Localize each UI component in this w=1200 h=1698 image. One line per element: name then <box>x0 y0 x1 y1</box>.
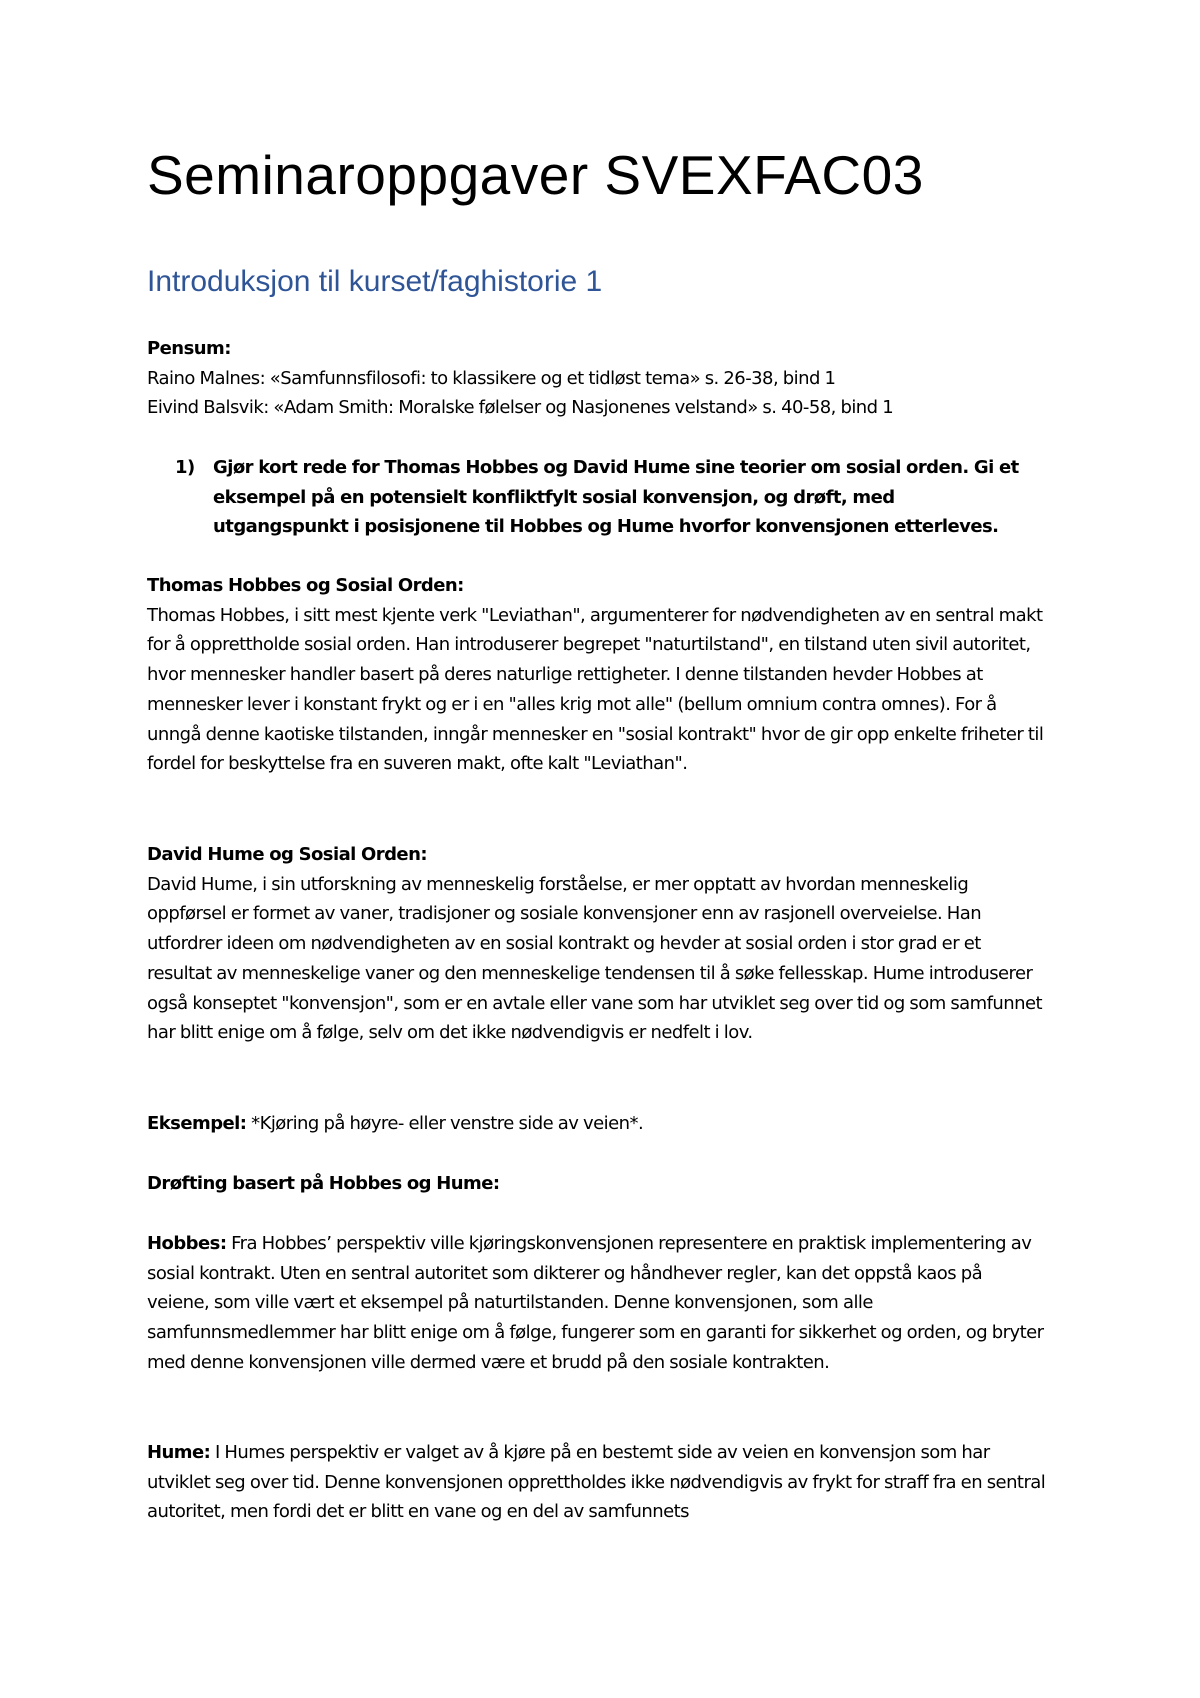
hume-section <box>147 840 1047 1048</box>
example-label: Eksempel: <box>147 1113 247 1134</box>
discussion-hume-text: I Humes perspektiv er valget av å kjøre på en bestemt side av veien en konvensjon som har utviklet seg over tid. Denne konvensjonen opprettholdes ikke nødvendigvis av frykt for straff fra en sentral autoritet, men fordi det er blitt en vane og en del av samfunnets <box>147 1442 1046 1523</box>
pensum-block <box>147 334 1047 423</box>
discussion-heading-block <box>147 1169 1047 1199</box>
discussion-hume-label: Hume: <box>147 1442 211 1463</box>
example-text: *Kjøring på høyre- eller venstre side av veien*. <box>246 1113 644 1134</box>
hobbes-heading: Thomas Hobbes og Sosial Orden: <box>147 575 464 596</box>
discussion-hobbes-label: Hobbes: <box>147 1233 227 1254</box>
hobbes-section <box>147 571 1047 779</box>
question-number: 1) <box>175 457 195 478</box>
document-title: Seminaroppgaver SVEXFAC03 <box>147 144 924 206</box>
question-text: Gjør kort rede for Thomas Hobbes og David Hume sine teorier om sosial orden. Gi et eksempel på en potensielt konfliktfylt sosial konvensjon, og drøft, med utgangspunkt i posisjonene til Hobbes og Hume hvorfor konvensjonen etterleves. <box>213 457 1019 538</box>
pensum-item-1: Raino Malnes: «Samfunnsfilosofi: to klassikere og et tidløst tema» s. 26-38, bind 1 <box>147 367 836 389</box>
question-item <box>175 453 1035 542</box>
section-heading: Introduksjon til kurset/faghistorie 1 <box>147 265 603 298</box>
pensum-label: Pensum: <box>147 338 231 359</box>
discussion-hobbes-text: Fra Hobbes’ perspektiv ville kjøringskonvensjonen representere en praktisk implementering av sosial kontrakt. Uten en sentral autoritet som dikterer og håndhever regler, kan det oppstå kaos på veiene, som ville vært et eksempel på naturtilstanden. Denne konvensjonen, som alle samfunnsmedlemmer har blitt enige om å følge, fungerer som en garanti for sikkerhet og orden, og bryter med denne konvensjonen ville dermed være et brudd på den sosiale kontrakten. <box>147 1233 1044 1373</box>
hume-paragraph: David Hume, i sin utforskning av menneskelig forståelse, er mer opptatt av hvordan menneskelig oppførsel er formet av vaner, tradisjoner og sosiale konvensjoner enn av rasjonell overveielse. Han utfordrer ideen om nødvendigheten av en sosial kontrakt og hevder at sosial orden i stor grad er et resultat av menneskelige vaner og den menneskelige tendensen til å søke fellesskap. Hume introduserer også konseptet "konvensjon", som er en avtale eller vane som har utviklet seg over tid og som samfunnet har blitt enige om å følge, selv om det ikke nødvendigvis er nedfelt i lov. <box>147 873 1043 1044</box>
hume-heading: David Hume og Sosial Orden: <box>147 844 428 865</box>
discussion-hobbes <box>147 1229 1047 1378</box>
pensum-item-2: Eivind Balsvik: «Adam Smith: Moralske følelser og Nasjonenes velstand» s. 40-58, bind 1 <box>147 397 894 419</box>
discussion-heading: Drøfting basert på Hobbes og Hume: <box>147 1173 500 1194</box>
example-line <box>147 1109 1047 1139</box>
discussion-hume <box>147 1438 1047 1527</box>
hobbes-paragraph: Thomas Hobbes, i sitt mest kjente verk "Leviathan", argumenterer for nødvendigheten av en sentral makt for å opprettholde sosial orden. Han introduserer begrepet "naturtilstand", en tilstand uten sivil autoritet, hvor mennesker handler basert på deres naturlige rettigheter. I denne tilstanden hevder Hobbes at mennesker lever i konstant frykt og er i en "alles krig mot alle" (bellum omnium contra omnes). For å unngå denne kaotiske tilstanden, inngår mennesker en "sosial kontrakt" hvor de gir opp enkelte friheter til fordel for beskyttelse fra en suveren makt, ofte kalt "Leviathan". <box>147 604 1044 775</box>
